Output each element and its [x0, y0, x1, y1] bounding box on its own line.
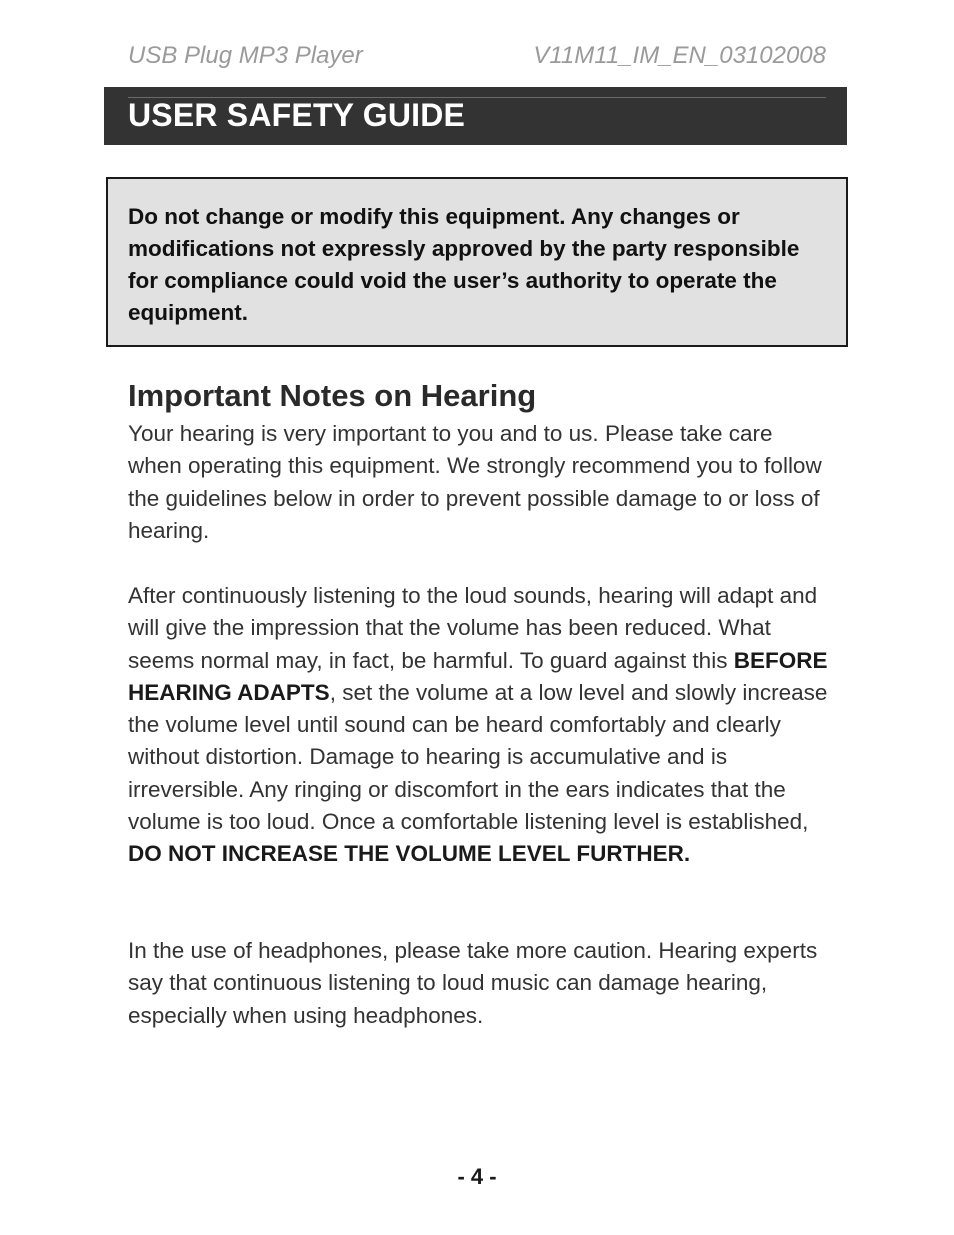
- section-title: USER SAFETY GUIDE: [128, 97, 466, 133]
- running-header: [128, 42, 826, 72]
- page-number: - 4 -: [457, 1164, 497, 1189]
- document-title: USB Plug MP3 Player: [128, 42, 363, 69]
- document-code: V11M11_IM_EN_03102008: [533, 42, 826, 69]
- emphasis-do-not-increase: DO NOT INCREASE THE VOLUME LEVEL FURTHER.: [128, 841, 691, 867]
- paragraph-text: After continuously listening to the loud sounds, hearing will adapt and will give the impression that the volume has been reduced. What seems normal may, in fact, be harmful. To guard against this: [128, 583, 818, 673]
- compliance-notice-box: [106, 177, 848, 347]
- hearing-adaptation-paragraph: [128, 580, 832, 871]
- emphasis-before-hearing-adapts: BEFORE HEARING ADAPTS: [128, 647, 828, 705]
- section-banner: [104, 87, 847, 145]
- headphones-paragraph: In the use of headphones, please take more caution. Hearing experts say that continuous listening to loud music can damage hearing, especially when using headphones.: [128, 938, 818, 1028]
- hearing-intro-paragraph: Your hearing is very important to you and to us. Please take care when operating this equipment. We strongly recommend you to follow the guidelines below in order to prevent possible damage to or loss of hearing.: [128, 421, 822, 543]
- compliance-notice-text: Do not change or modify this equipment. Any changes or modifications not expressly approved by the party responsible for compliance could void the user’s authority to operate the equipment.: [128, 204, 800, 325]
- hearing-heading: Important Notes on Hearing: [128, 378, 537, 413]
- paragraph-text: , set the volume at a low level and slowly increase the volume level until sound can be heard comfortably and clearly without distortion. Damage to hearing is accumulative and is irreversible. Any ringing or discomfort in the ears indicates that the volume is too loud. Once a comfortable listening level is established,: [128, 679, 828, 835]
